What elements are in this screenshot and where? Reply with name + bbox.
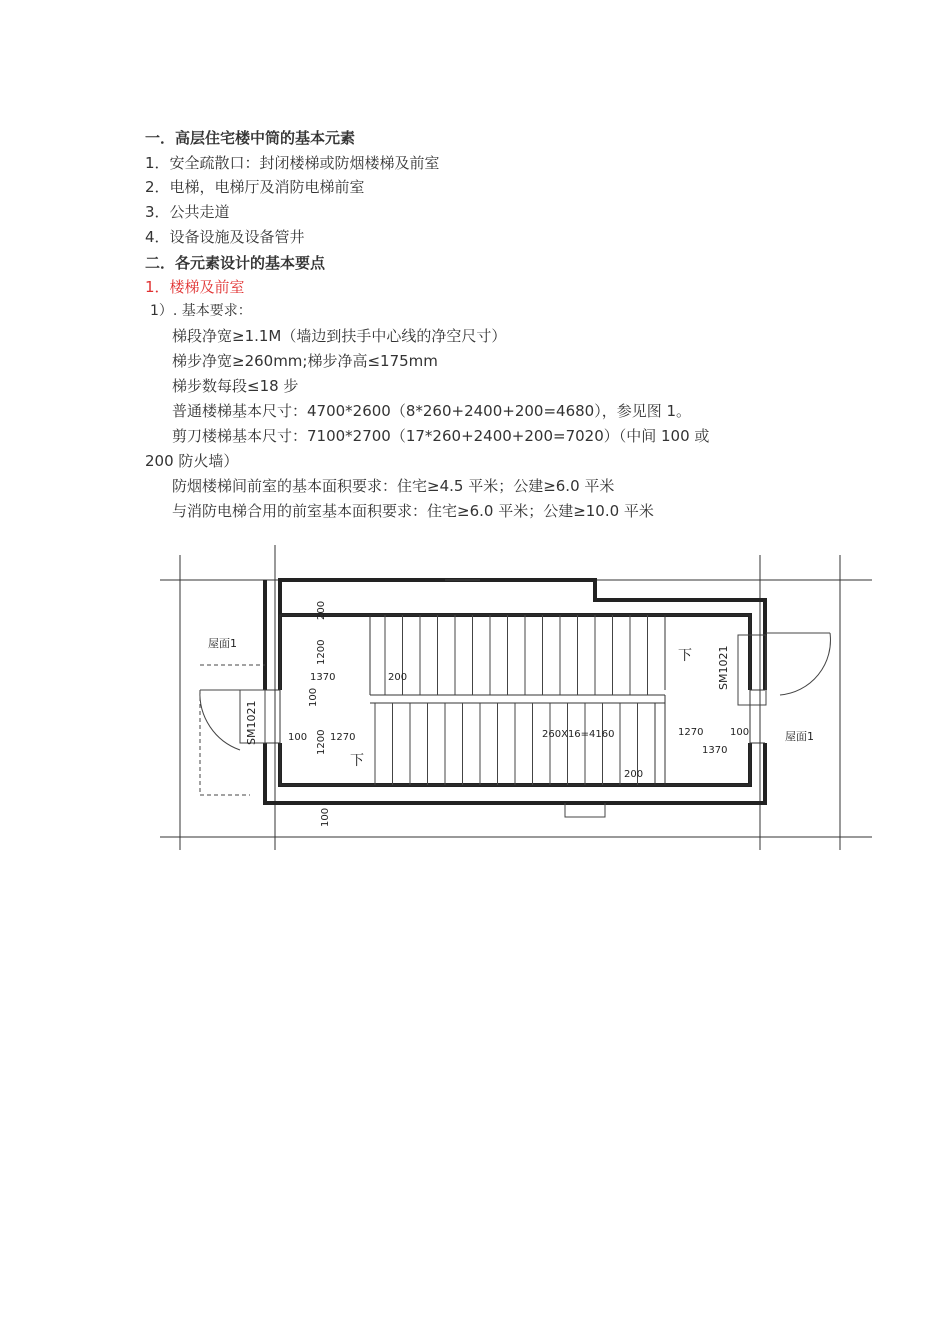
dimension: 200 [388, 672, 408, 683]
dimension: 1200 [316, 639, 327, 665]
dimension: 100 [308, 687, 319, 707]
heading-2: 二．各元素设计的基本要点 [145, 254, 326, 272]
roof-label-left: 屋面1 [208, 637, 237, 650]
requirement-line: 梯步净宽≥260mm;梯步净高≤175mm [172, 352, 438, 370]
dimension: 1270 [678, 727, 704, 738]
requirement-line: 与消防电梯合用的前室基本面积要求：住宅≥6.0 平米；公建≥10.0 平米 [172, 502, 654, 520]
down-arrow-label: 下 [350, 753, 364, 769]
stair-plan-drawing [160, 545, 875, 860]
dimension: 1200 [316, 729, 327, 755]
dimension: 260X16=4160 [542, 729, 615, 740]
requirement-line: 普通楼梯基本尺寸：4700*2600（8*260+2400+200=4680），参见图 1。 [172, 402, 692, 420]
dimension: 100 [320, 807, 331, 827]
requirement-line: 梯段净宽≥1.1M（墙边到扶手中心线的净空尺寸） [172, 327, 507, 345]
list-item: 2．电梯，电梯厅及消防电梯前室 [145, 178, 365, 196]
dimension: 200 [316, 600, 327, 620]
list-item: 4．设备设施及设备管井 [145, 228, 305, 246]
requirement-line: 梯步数每段≤18 步 [172, 377, 299, 395]
subheading: 1．楼梯及前室 [145, 278, 245, 296]
down-arrow-label: 下 [678, 648, 692, 664]
list-item: 3．公共走道 [145, 203, 230, 221]
heading-1: 一．高层住宅楼中筒的基本元素 [145, 129, 356, 147]
door-label-left: SM1021 [245, 700, 258, 745]
dimension: 1370 [702, 745, 728, 756]
dimension: 100 [730, 727, 750, 738]
list-item: 1．安全疏散口：封闭楼梯或防烟楼梯及前室 [145, 154, 440, 172]
requirement-line: 防烟楼梯间前室的基本面积要求：住宅≥4.5 平米；公建≥6.0 平米 [172, 477, 615, 495]
dimension: 200 [624, 769, 644, 780]
requirement-line: 剪刀楼梯基本尺寸：7100*2700（17*260+2400+200=7020）（中间 100 或 [172, 427, 710, 445]
requirement-line: 200 防火墙） [145, 452, 239, 470]
dimension: 1370 [310, 672, 336, 683]
roof-label-right: 屋面1 [785, 730, 814, 743]
sub-subheading: 1）. 基本要求： [150, 303, 252, 319]
dimension: 1270 [330, 732, 356, 743]
dimension: 100 [288, 732, 308, 743]
door-label-right: SM1021 [717, 645, 730, 690]
